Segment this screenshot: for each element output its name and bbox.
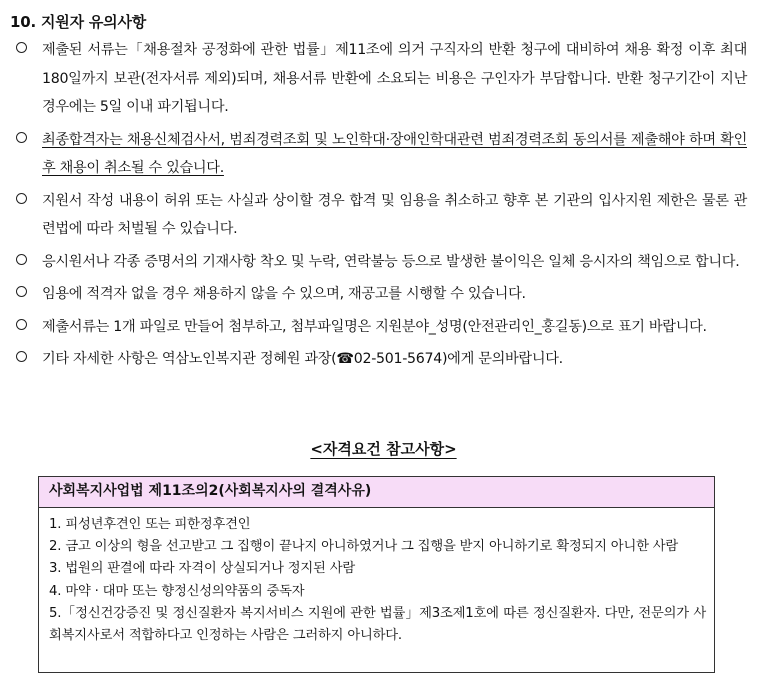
notice-item — [0, 345, 767, 374]
notice-item — [0, 36, 767, 122]
notice-item — [0, 248, 767, 277]
notice-text: 응시원서나 각종 증명서의 기재사항 착오 및 누락, 연락불능 등으로 발생한 불이익은 일체 응시자의 책임으로 합니다. — [42, 253, 740, 270]
disqualification-item: 2. 금고 이상의 형을 선고받고 그 집행이 끝나지 아니하였거나 그 집행을 받지 아니하기로 확정되지 아니한 사람 — [49, 539, 679, 555]
notice-item — [0, 280, 767, 309]
circle-bullet-icon — [16, 42, 27, 53]
notice-list — [0, 36, 767, 378]
circle-bullet-icon — [16, 351, 27, 362]
circle-bullet-icon — [16, 286, 27, 297]
reference-heading: <자격요건 참고사항> — [310, 440, 457, 458]
notice-text: 기타 자세한 사항은 역삼노인복지관 정혜원 과장(☎02-501-5674)에게 문의바랍니다. — [42, 351, 563, 367]
notice-text: 제출서류는 1개 파일로 만들어 첨부하고, 첨부파일명은 지원분야_성명(안전관리인_홍길동)으로 표기 바랍니다. — [42, 318, 707, 335]
circle-bullet-icon — [16, 319, 27, 330]
reference-box-body — [38, 507, 715, 673]
reference-box-title: 사회복지사업법 제11조의2(사회복지사의 결격사유) — [38, 476, 715, 508]
notice-text: 임용에 적격자 없을 경우 채용하지 않을 수 있으며, 재공고를 시행할 수 있습니다. — [42, 286, 526, 302]
disqualification-item: 5.「정신건강증진 및 정신질환자 복지서비스 지원에 관한 법률」제3조제1호에 따른 정신질환자. 다만, 전문의가 사회복지사로서 적합하다고 인정하는 사람은 그러하지 아니하다. — [49, 605, 706, 644]
section-title: 10. 지원자 유의사항 — [10, 13, 147, 31]
circle-bullet-icon — [16, 132, 27, 143]
notice-text: 제출된 서류는「채용절차 공정화에 관한 법률」제11조에 의거 구직자의 반환 청구에 대비하여 채용 확정 이후 최대 180일까지 보관(전자서류 제외)되며, 채용서류 반환에 소요되는 비용은 구인자가 부담합니다. 반환 청구기간이 지난 경우에는 5일 이내 파기됩니다. — [42, 42, 747, 115]
disqualification-item: 1. 피성년후견인 또는 피한정후견인 — [49, 517, 251, 532]
notice-item — [0, 187, 767, 244]
notice-item — [0, 313, 767, 342]
notice-text: 지원서 작성 내용이 허위 또는 사실과 상이할 경우 합격 및 임용을 취소하고 향후 본 기관의 입사지원 제한은 물론 관련법에 따라 처벌될 수 있습니다. — [42, 192, 747, 237]
disqualification-item: 3. 법원의 판결에 따라 자격이 상실되거나 정지된 사람 — [49, 561, 356, 577]
circle-bullet-icon — [16, 193, 27, 204]
notice-item — [0, 126, 767, 183]
notice-text-underlined: 최종합격자는 채용신체검사서, 범죄경력조회 및 노인학대·장애인학대관련 범죄경력조회 동의서를 제출해야 하며 확인 후 채용이 취소될 수 있습니다. — [42, 131, 747, 176]
circle-bullet-icon — [16, 254, 27, 265]
disqualification-item: 4. 마약 · 대마 또는 향정신성의약품의 중독자 — [49, 583, 305, 599]
